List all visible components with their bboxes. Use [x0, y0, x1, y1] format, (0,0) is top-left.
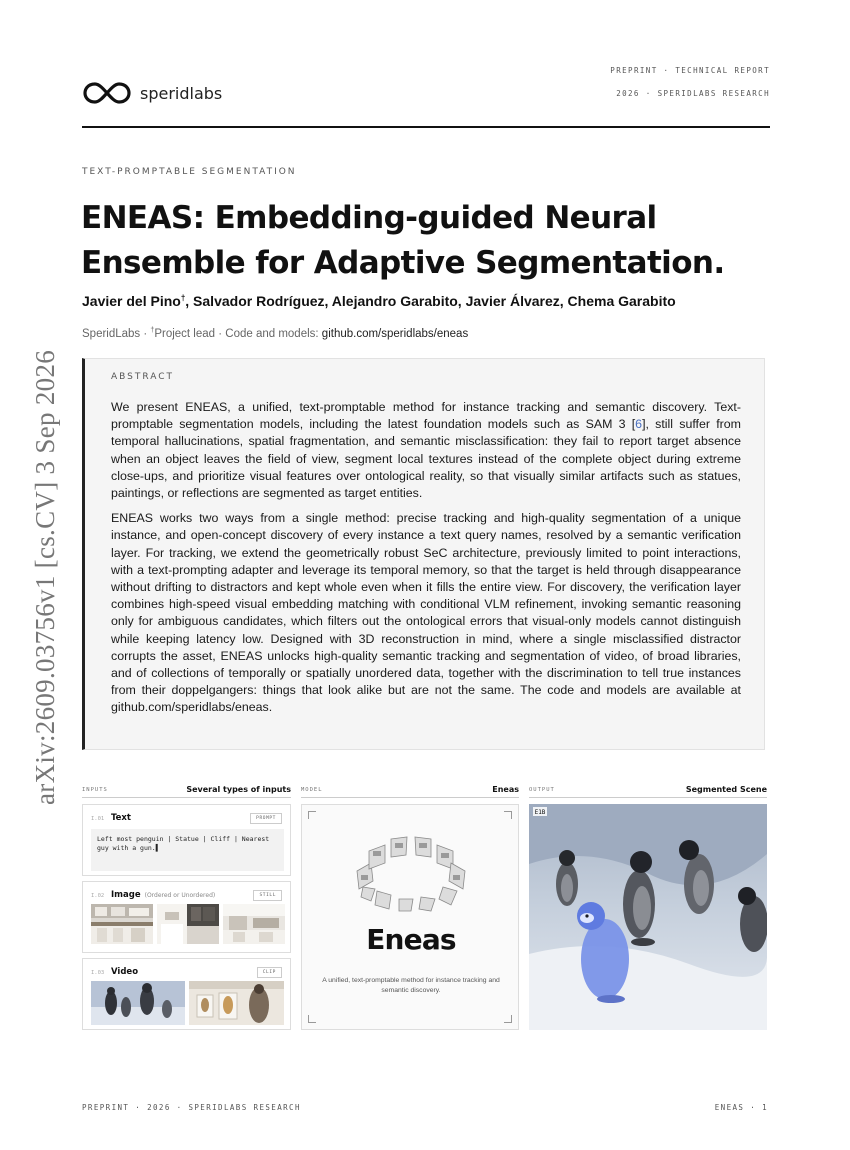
output-badge: E1B	[534, 809, 546, 816]
model-name: Eneas	[366, 923, 456, 956]
kitchen-image-thumbnail	[157, 904, 219, 944]
ensemble-ring-icon	[351, 829, 471, 913]
page-header	[82, 62, 770, 130]
model-description: A unified, text-promptable method for instance tracking and semantic discovery.	[322, 977, 500, 994]
model-label: MODEL	[301, 787, 323, 793]
kitchen-image-thumbnail	[91, 904, 153, 944]
video-input-card[interactable]	[82, 958, 291, 1030]
citation-link[interactable]: 6	[635, 417, 643, 432]
card-number: I.03	[91, 970, 105, 976]
frame-corner	[308, 811, 316, 819]
meta-line-1: PREPRINT · TECHNICAL REPORT	[610, 66, 770, 75]
abstract-p1-part-a: We present ENEAS, a unified, text-promptable method for instance tracking and semantic discovery. Text-promptable segmentation models, including the latest foundation models such as SAM 3 [	[111, 400, 741, 432]
meta-line-2: 2026 · SPERIDLABS RESEARCH	[616, 89, 770, 98]
affiliation-mark: †	[150, 327, 155, 334]
paper-title: ENEAS: Embedding-guided Neural Ensemble for Adaptive Segmentation.	[81, 200, 725, 281]
author-lead: Javier del Pino	[82, 293, 181, 309]
author-list	[82, 293, 782, 309]
page-number: ENEAS · 1	[714, 1103, 768, 1112]
prompt-input[interactable]: Left most penguin | Statue | Cliff | Nearest guy with a gun.▌	[91, 829, 284, 871]
inputs-title: Several types of inputs	[186, 785, 291, 794]
kitchen-image-thumbnail	[223, 904, 285, 944]
header-meta	[610, 66, 770, 112]
frame-corner	[504, 811, 512, 819]
code-link[interactable]: github.com/speridlabs/eneas	[321, 327, 469, 340]
frame-corner	[504, 1015, 512, 1023]
output-rule	[529, 797, 767, 798]
brand-name: speridlabs	[140, 83, 223, 103]
image-input-card[interactable]	[82, 881, 291, 953]
output-title: Segmented Scene	[685, 785, 767, 794]
abstract-paragraph-2: ENEAS works two ways from a single method: precise tracking and high-quality segmentation of a unique instance, and open-concept discovery of every instance a text query names, resolved by a semantic verification layer. For tracking, we extend the geometrically robust SeC architecture, previously limited to point interactions, with a text-prompting adapter and leverage its temporal memory, so that the target is held through disappearance without drifting to distractors and kept whole even when it fills the entire view. For discovery, the verification layer combines high-speed visual embedding matching with conditional VLM refinement, invoking semantic reasoning only for ambiguous candidates, which filters out the ontological errors that visual-only models cannot distinguish while keeping latency low. Designed with 3D reconstruction in mind, where a single misclassified distractor corrupts the asset, ENEAS unlocks high-quality semantic tracking and segmentation of video, of broad libraries, and of collections of temporally or spatially unordered data, together with the discrimination to tell true instances from their doppelgangers: things that look alike but are not the same. The code and models are available at github.com/speridlabs/eneas.	[111, 511, 741, 715]
affiliation-note: Project lead · Code and models:	[154, 327, 322, 340]
penguin-video-thumbnail	[91, 981, 185, 1025]
card-title: Video	[111, 967, 139, 977]
abstract-body	[111, 399, 741, 725]
section-kicker: TEXT-PROMPTABLE SEGMENTATION	[82, 167, 297, 177]
author-lead-mark: †	[180, 293, 186, 303]
card-title	[111, 890, 215, 900]
inputs-rule	[82, 797, 291, 798]
card-title-text: Image	[111, 890, 141, 900]
model-rule	[301, 797, 519, 798]
affiliation-org: SperidLabs ·	[82, 327, 151, 340]
abstract-paragraph-1	[111, 399, 741, 502]
card-title: Text	[111, 813, 131, 823]
infinity-logo-icon	[82, 80, 132, 106]
still-tag: STILL	[253, 890, 282, 901]
affiliation-line	[82, 327, 468, 340]
card-number: I.02	[91, 893, 105, 899]
author-others: , Salvador Rodríguez, Alejandro Garabito, Javier Álvarez, Chema Garabito	[185, 293, 676, 309]
output-label: OUTPUT	[529, 787, 555, 793]
footer-left: PREPRINT · 2026 · SPERIDLABS RESEARCH	[82, 1103, 301, 1112]
arxiv-stamp: arXiv:2609.03756v1 [cs.CV] 3 Sep 2026	[30, 349, 60, 805]
brand-logo[interactable]	[82, 80, 222, 106]
header-divider	[82, 126, 770, 128]
model-title: Eneas	[492, 785, 519, 794]
model-panel	[301, 804, 519, 1030]
card-number: I.01	[91, 816, 105, 822]
penguin-figure	[556, 850, 578, 906]
inputs-label: INPUTS	[82, 787, 108, 793]
abstract-box	[82, 358, 765, 750]
segmented-scene-image	[529, 804, 767, 1030]
prompt-tag: PROMPT	[250, 813, 282, 824]
museum-video-thumbnail	[189, 981, 284, 1025]
clip-tag: CLIP	[257, 967, 282, 978]
abstract-p1-part-b: ], still suffer from temporal hallucinations, spatial fragmentation, and semantic misclassification: they fail to report target absence when an object leaves the field of view, segment local textures instead of the complete object during extreme close-ups, and prioritize visual features over ontological reality, so that visually similar artifacts such as statues, paintings, or reflections are segmented as target entities.	[111, 417, 742, 501]
frame-corner	[308, 1015, 316, 1023]
abstract-heading: ABSTRACT	[111, 372, 175, 382]
card-subtitle: (Ordered or Unordered)	[144, 892, 216, 899]
text-input-card[interactable]	[82, 804, 291, 876]
